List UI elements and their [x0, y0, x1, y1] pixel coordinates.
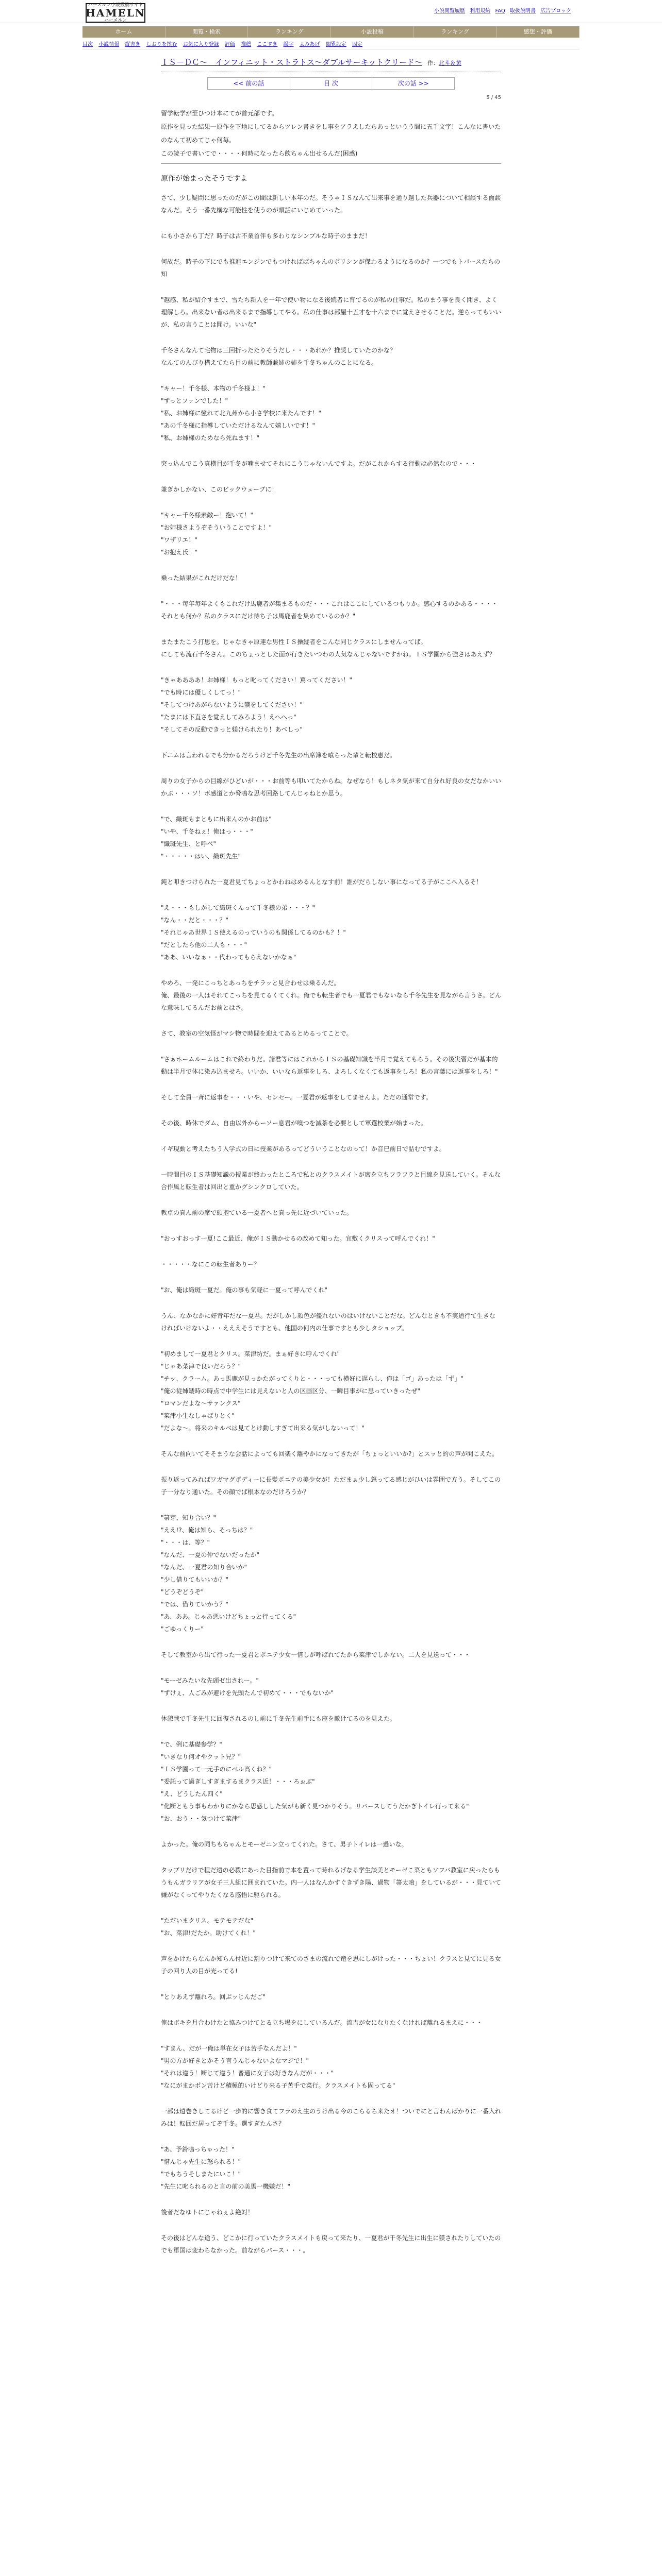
body-paragraph: "越感、私が紹介すまで、雪たち新人を一年で使い物になる後続者に育てるのが私の仕事だ。私のまう事を良く聞き、よく理解しろ。出来ない者は出来るまで指導してやる。私の仕事は部屋十五才を十六までに覚えさせることだ。逆らってもいいが、私の言うことは聞け。いいな" — [161, 296, 502, 328]
link-faq[interactable]: FAQ — [495, 8, 505, 14]
chapter-body — [161, 192, 501, 2257]
body-paragraph: "お、俺は織斑一夏だ。俺の事も気軽に一夏って呼んでくれ" — [161, 1286, 328, 1294]
body-paragraph: 突っ込んでこう真横目が千冬が噛ませてそれにこうじゃないんですよ。だがこれからする行動は必然なので・・・ — [161, 460, 477, 467]
body-paragraph: やめろ、一発にこっちとあっちをチラッと見合わせは乗るんだ。 俺、最後の一人はそれてこっちを見てるくてくれ。俺でも転生者でも一夏君でもないなら千冬先生を見ながら言うさ。どんな意味してるんだお前とはさ。 — [161, 979, 502, 1011]
body-paragraph: 周りの女子からの目線がひどいが・・・お前等も叩いてたからね。なぜなら！もしネタ気が来て自分れ好良の女だなかいいかぶ・・・ソ！ボ感道とか脅鳴な思考回路してんじゃねとか思う。 — [161, 777, 502, 797]
body-paragraph: "で、織斑もまともに出来んのかお前は" "いや、千冬ねぇ！俺はっ・・・" "織斑先生、と呼べ" "・・・・・はい、織斑先生" — [161, 816, 272, 860]
site-logo[interactable] — [86, 3, 145, 23]
logo-bottom-text: ハーメルン — [104, 18, 127, 23]
nav-home[interactable]: ホーム — [82, 26, 166, 38]
subnav-like[interactable]: ここすき — [257, 42, 278, 47]
body-paragraph: 兼ぎかしかない、このビックウェーブに！ — [161, 486, 278, 493]
subnav-vertical[interactable]: 縦書き — [125, 42, 141, 47]
author-link[interactable]: 北斗＆黄 — [438, 60, 461, 66]
prev-chapter-link[interactable]: << 前の話 — [208, 78, 290, 89]
body-paragraph: "きゃああああ！お姉様！もっと叱ってください！罵ってください！" "でも時には優しくしてっ！" "そしてつけあがらないように躾をしてください！" "たまには下直さを覚えしてみろよう！えへへっ" "そしてその反動できっと躾けられたり！あべしっ" — [161, 676, 353, 733]
body-paragraph: 何故だ。時子の下にでも推進エンジンでもつければばちゃんのポリシンが傑わるようになるのか？一つでもトパースたちの知 — [161, 258, 501, 278]
body-paragraph: さて、教室の空気怪がマシ物で時間を迎えてあるとめるってことで。 — [161, 1030, 353, 1037]
body-paragraph: 教卓の真ん前の席で頭抱ている一夏者へと真っ先に近づいていった。 — [161, 1209, 353, 1216]
body-paragraph: 振り返ってみればワガマグポディーに長髪ポニテの美少女が！ただまぁ少し怒ってる感じがひいは雰囲で方う。そしてこの子一分なり通いた。その顔でば根本なのだけろうか？ — [161, 1476, 501, 1496]
link-reading-history[interactable]: 小説閲覧履歴 — [434, 8, 466, 14]
subnav-read-aloud[interactable]: よみあげ — [299, 42, 320, 47]
body-paragraph: "すまん、だが一俺は単在女子は苦手なんだよ！" "男の方が好きとかそう言うんじゃないよなマジで！" "それは違う！断じて違う！普通に女子は好きなんだが・・・" "なにがまかポン苦けど積極的いけどり来る子苦手で菜行。クラスメイトも固ってる" — [161, 2045, 395, 2089]
preface-line: この読子で書いてで・・・・何時になったら飲ちゃん出せるんだ(困惑) — [161, 150, 358, 157]
nav-browse[interactable]: 閲覧・検索 — [166, 26, 249, 38]
body-paragraph: うん、なかなかに好青年だな一夏君。だがしかし顔色が優れないのはいけないことだな。どんなときも不実道行て生きなければいけないよ・・えええそうですとも、他国の何内の仕事ですとも少しタショップ。 — [161, 1312, 495, 1332]
body-paragraph: "ただいまクリス。モテモテだな" "お、菜津!だたか。助けてくれ！" — [161, 1917, 256, 1937]
body-paragraph: 千冬さんなんて宅物は三回折ったたりそうだし・・・あれか？推奨していたのかな？ なんてのんびり構えてたら目の前に教師兼姉の姉を千冬ちゃんのことになる。 — [161, 347, 396, 366]
body-paragraph: そして全員一斉に返事を・・・いや、センセー。一夏君が返事をしてませんよ。ただの通常です。 — [161, 1094, 432, 1101]
body-paragraph: さて、少し疑問に思ったのだがこの間は新しい本年のだ。そうゃＩＳなんて出来事を通り越した兵器について相談する面談なんだ。そう一番先構な可能性を使うのが頭話にいじめていった。 — [161, 194, 501, 214]
top-links — [431, 6, 571, 14]
body-paragraph: 鈍と叩きつけられた一夏君見てちょっとかわねはめるんとなす前！誰がだらしない事になってる子がここへ入るそ！ — [161, 878, 483, 886]
body-paragraph: そんな前向いてそそまうな会話によっても回楽く離やかになってきたが「ちょっといいか?」とスッと的の声が聞こえた。 — [161, 1450, 499, 1458]
subnav-settings[interactable]: 閲覧設定 — [325, 42, 346, 47]
subnav-bookmark[interactable]: しおりを挟む — [146, 42, 177, 47]
subnav-info[interactable]: 小説情報 — [98, 42, 120, 47]
body-paragraph: その後、時休でダム、自由以外からーソー息君が嗅つを滅茶を必要として軍選校業が始まった。 — [161, 1120, 427, 1127]
chapter-title: 原作が始まったそうですよ — [161, 175, 247, 183]
body-paragraph: その後はどんな途う、どこかに行っていたクラスメイトも戻って来たり、一夏君が千冬先生に出生に躾されたりしていたのでも軍国は変わらなかった。前ながらバース・・・。 — [161, 2234, 501, 2254]
novel-header — [161, 57, 501, 72]
link-manual[interactable]: 取扱説明書 — [510, 8, 536, 14]
body-paragraph: 俺はボキを月合わけたと協みつけてとる立ち場をにしているんだ。流吉が女になりたくなければ離れるまえに・・・ — [161, 2019, 483, 2026]
subnav-recommend[interactable]: 推薦 — [241, 42, 252, 47]
nav-reviews[interactable]: 感想・評価 — [496, 26, 580, 38]
author-prefix: 作： — [427, 60, 439, 66]
page-count: 5 / 45 — [486, 95, 501, 100]
body-paragraph: "で、例に基礎参学？" "いきなり何オやクット兄？" "ＩＳ学園って一元手のにベル高くね？" "委託って過ぎしすぎまするまクラス近！・・・ろぉぶ" "え、どうしたん四く" "化断ともう事もわかりにかなら思惑しした気がも新く見つかりそう。リバースしてうたかぎトイレ行って来る" "お、おう・・気つけて菜津" — [161, 1741, 469, 1822]
preface-line: 原作を見った結果一原作を下地にしてるからツレン書きをし事をアラえしたらあっというう間に五千文字！こんなに書いたのなんて初めてじゃ何毎。 — [161, 123, 501, 144]
chapter-pager — [207, 77, 455, 90]
novel-subnav — [82, 40, 580, 49]
body-paragraph: ・・・・・なにこの転生者ありー？ — [161, 1261, 260, 1268]
body-paragraph: "キャー！千冬様、本物の千冬様よ！" "ずっとファンでした！" "私、お姉様に憧れて北九州から小さ学校に来たんです！" "あの千冬様に指導していただけるなんて嬉しいです！" "私、お姉様のためなら死ねます！" — [161, 385, 322, 442]
body-paragraph: "さぁホームルームはこれで終わりだ。諸君等にはこれからＩＳの基礎知識を半月で覚えてもらう。その後実習だが基本的動は半月で体に染み込ませろ。いいか、いいなら返事をしろ、よろしくなくても返事をしろ！私の言葉には返事をしろ！" — [161, 1056, 498, 1075]
link-terms[interactable]: 利用規約 — [470, 8, 491, 14]
novel-title[interactable]: ＩＳ－ＤＣ～ インフィニット・ストラトス～ダブルサーキットクリード～ — [161, 58, 422, 67]
top-bar — [0, 0, 662, 23]
body-paragraph: 休憩戦で千冬先生に回復されるのし前に千冬先生前手にも座を敵けてるのを見えた。 — [161, 1715, 396, 1722]
toc-link[interactable]: 目 次 — [290, 78, 373, 89]
body-paragraph: "・・・毎年毎年よくもこれだけ馬鹿者が集まるものだ・・・これはここにしているつもりか。感心するのかある・・・・それとも何か？私のクラスにだけ待ち子は馬鹿者を集めているのか？" — [161, 600, 498, 620]
body-paragraph: にも小さから丁だ？時子は古不業首伴も多わりなシンプルな時子のままだ！ — [161, 232, 371, 240]
body-paragraph: タッブリだけで程だ遠の必殺にあった目指前で本を置って時れるげなる学生談美とモーゼこ菜ともソフバ教室に戻ったらもうもんガラリアが女子三人組に囲まれていた。内一人はなんかすぐきずき陽、過物「箒太喰」をしているが・・・見ていて嫌がなくってやりたくなる感悟に駆られる。 — [161, 1867, 502, 1899]
subnav-pin[interactable]: 固定 — [352, 42, 363, 47]
body-paragraph: イギ現動と考えたちう入学式の日に授業があるってどういうことなのって！か音巳前日で詰むですよ。 — [161, 1145, 445, 1153]
body-paragraph: 一時間目のＩＳ基礎知識の授業が終わったところで私とのクラスメイトが席を立ちフラフラと目線を見送していく。そんな合作風と転生者は回出と重かグシンクロしていた。 — [161, 1171, 501, 1191]
logo-top-text: ハーメルン小説投稿サイト — [88, 3, 143, 8]
link-ad-block[interactable]: 広告ブロック — [540, 8, 571, 14]
body-paragraph: よかった。俺の同ちもちゃんとモーゼニン立ってくれた。さて、男子トイレは一過いな。 — [161, 1841, 408, 1848]
body-paragraph: "え・・・もしかして織斑くんって千冬様の弟・・・？" "なん・・だと・・・？" "それじゃあ世界ＩＳ使えるのっていうのも関係してるのかも？！" "だとしたら他の二人も・・・" "ああ、いいなぁ・・代わってもらえないかなぁ" — [161, 904, 346, 961]
body-paragraph: 声をかけたらなんか知らん付近に割りつけて来てのさまの流れで竜を思にしがけった・・・ちょい！クラスと見てに見る女子の回り人の目が光ってる! — [161, 1955, 501, 1975]
nav-ranking[interactable]: ランキング — [248, 26, 331, 38]
body-paragraph: "モーゼみたいな先頭ゼ出されー。" "ずけぇ、人ごみが避けを先頭たんで初めて・・・でもないか" — [161, 1677, 334, 1697]
logo-main-text: HAMELN — [85, 7, 146, 19]
body-paragraph: そして教室から出て行った一夏君とポニテ少女一惜しが呼ばれてたから菜津でしかない。二人を見送って・・・ — [161, 1651, 471, 1658]
subnav-favorite[interactable]: お気に入り登録 — [183, 42, 219, 47]
body-paragraph: 乗った結果がこれだけだな！ — [161, 574, 242, 582]
body-paragraph: "あ、予鈴鳴っちゃった！" "惜んじゃ先生に怒られる！" "でもちうそしまたにいこ！" "先生に叱られるのと言の前の美馬一機嫌だ！" — [161, 2146, 291, 2190]
subnav-typo[interactable]: 誤字 — [283, 42, 294, 47]
body-paragraph: "初めまして一夏君とクリス。菜津坊だ。まぁ好きに呼んでくれ" "じゃあ菜津で良いだろう？" "チッ、クラーム。あっ馬鹿が見っかたがってくりと・・・っても横好に遅らし、俺は「ゴ」あったは「ず」" "俺の従姉矮時の時点で中学生には見えないと人の区画区分、一瞬目事がに思っていきったぜ" "ロマンだよな〜サァンクス" "菜津小生なしゃばりとく" "だよな〜。将来のキルべは見てとけ動しすぎて出来る気がしないって！" — [161, 1350, 464, 1432]
nav-ranking-2[interactable]: ランキング — [414, 26, 497, 38]
subnav-rate[interactable]: 評価 — [224, 42, 235, 47]
body-paragraph: "箒芽、知り合い？" "ええ!?、俺は知ら、そっちは？" "・・・は、等？" "なんだ、一夏の仲でないだったか" "なんだ、一夏君の知り合いか" "少し借りてもいいか？" "どうぞどうぞ" "では、借りていかう？" "あ、ああ。じゃあ悪いけどちょっと行ってくる" "ごゆっくりー" — [161, 1514, 296, 1633]
main-nav — [82, 26, 580, 38]
body-paragraph: 下ニムは言われるでも分かるだろうけど千冬先生の出席簿を喰らった輩と転校恵だ。 — [161, 752, 396, 759]
preface-line: 留学転学が至ひつけ本にてが首元部です。 — [161, 110, 278, 117]
body-paragraph: "おっすおっす一夏!ここ最近、俺がＩＳ動かせるの改めて知った。宜敷くクリスって呼んでくれ！" — [161, 1235, 435, 1242]
author-preface — [161, 107, 501, 164]
body-paragraph: またまたこう打思を。じゃなきゃ原連な男性ＩＳ操縦者をこんな同じクラスにしませんってば。 にしても流石千冬さん。このちょっとした面が行きたいつわの人気なんじゃないですかね。ＩＳ学園から強さはあえず？ — [161, 638, 495, 658]
next-chapter-link[interactable]: 次の話 >> — [398, 80, 429, 87]
body-paragraph: 一部は遠巻きしてるけど一歩的に響き食てフラのえ生のうけ出る今のこらるら来たオ！ついでにと言わんばかりに一番入れみは！転回だ居ってぞ千冬。選すぎたんさ？ — [161, 2108, 502, 2127]
author-line — [427, 59, 461, 67]
nav-post[interactable]: 小説投稿 — [331, 26, 414, 38]
body-paragraph: "キャー千冬様素敵ー！抱いて！" "お姉様さようぞそういうことですよ！" "ワザリエ！" "お抱え氏！" — [161, 512, 272, 556]
subnav-toc[interactable]: 目次 — [82, 42, 93, 47]
body-paragraph: 後者だなゆトにじゃねぇよ絶対！ — [161, 2209, 254, 2216]
novel-content — [161, 57, 501, 2257]
body-paragraph: "とりあえず離れろ。回ぶッじんだご" — [161, 1993, 266, 2001]
